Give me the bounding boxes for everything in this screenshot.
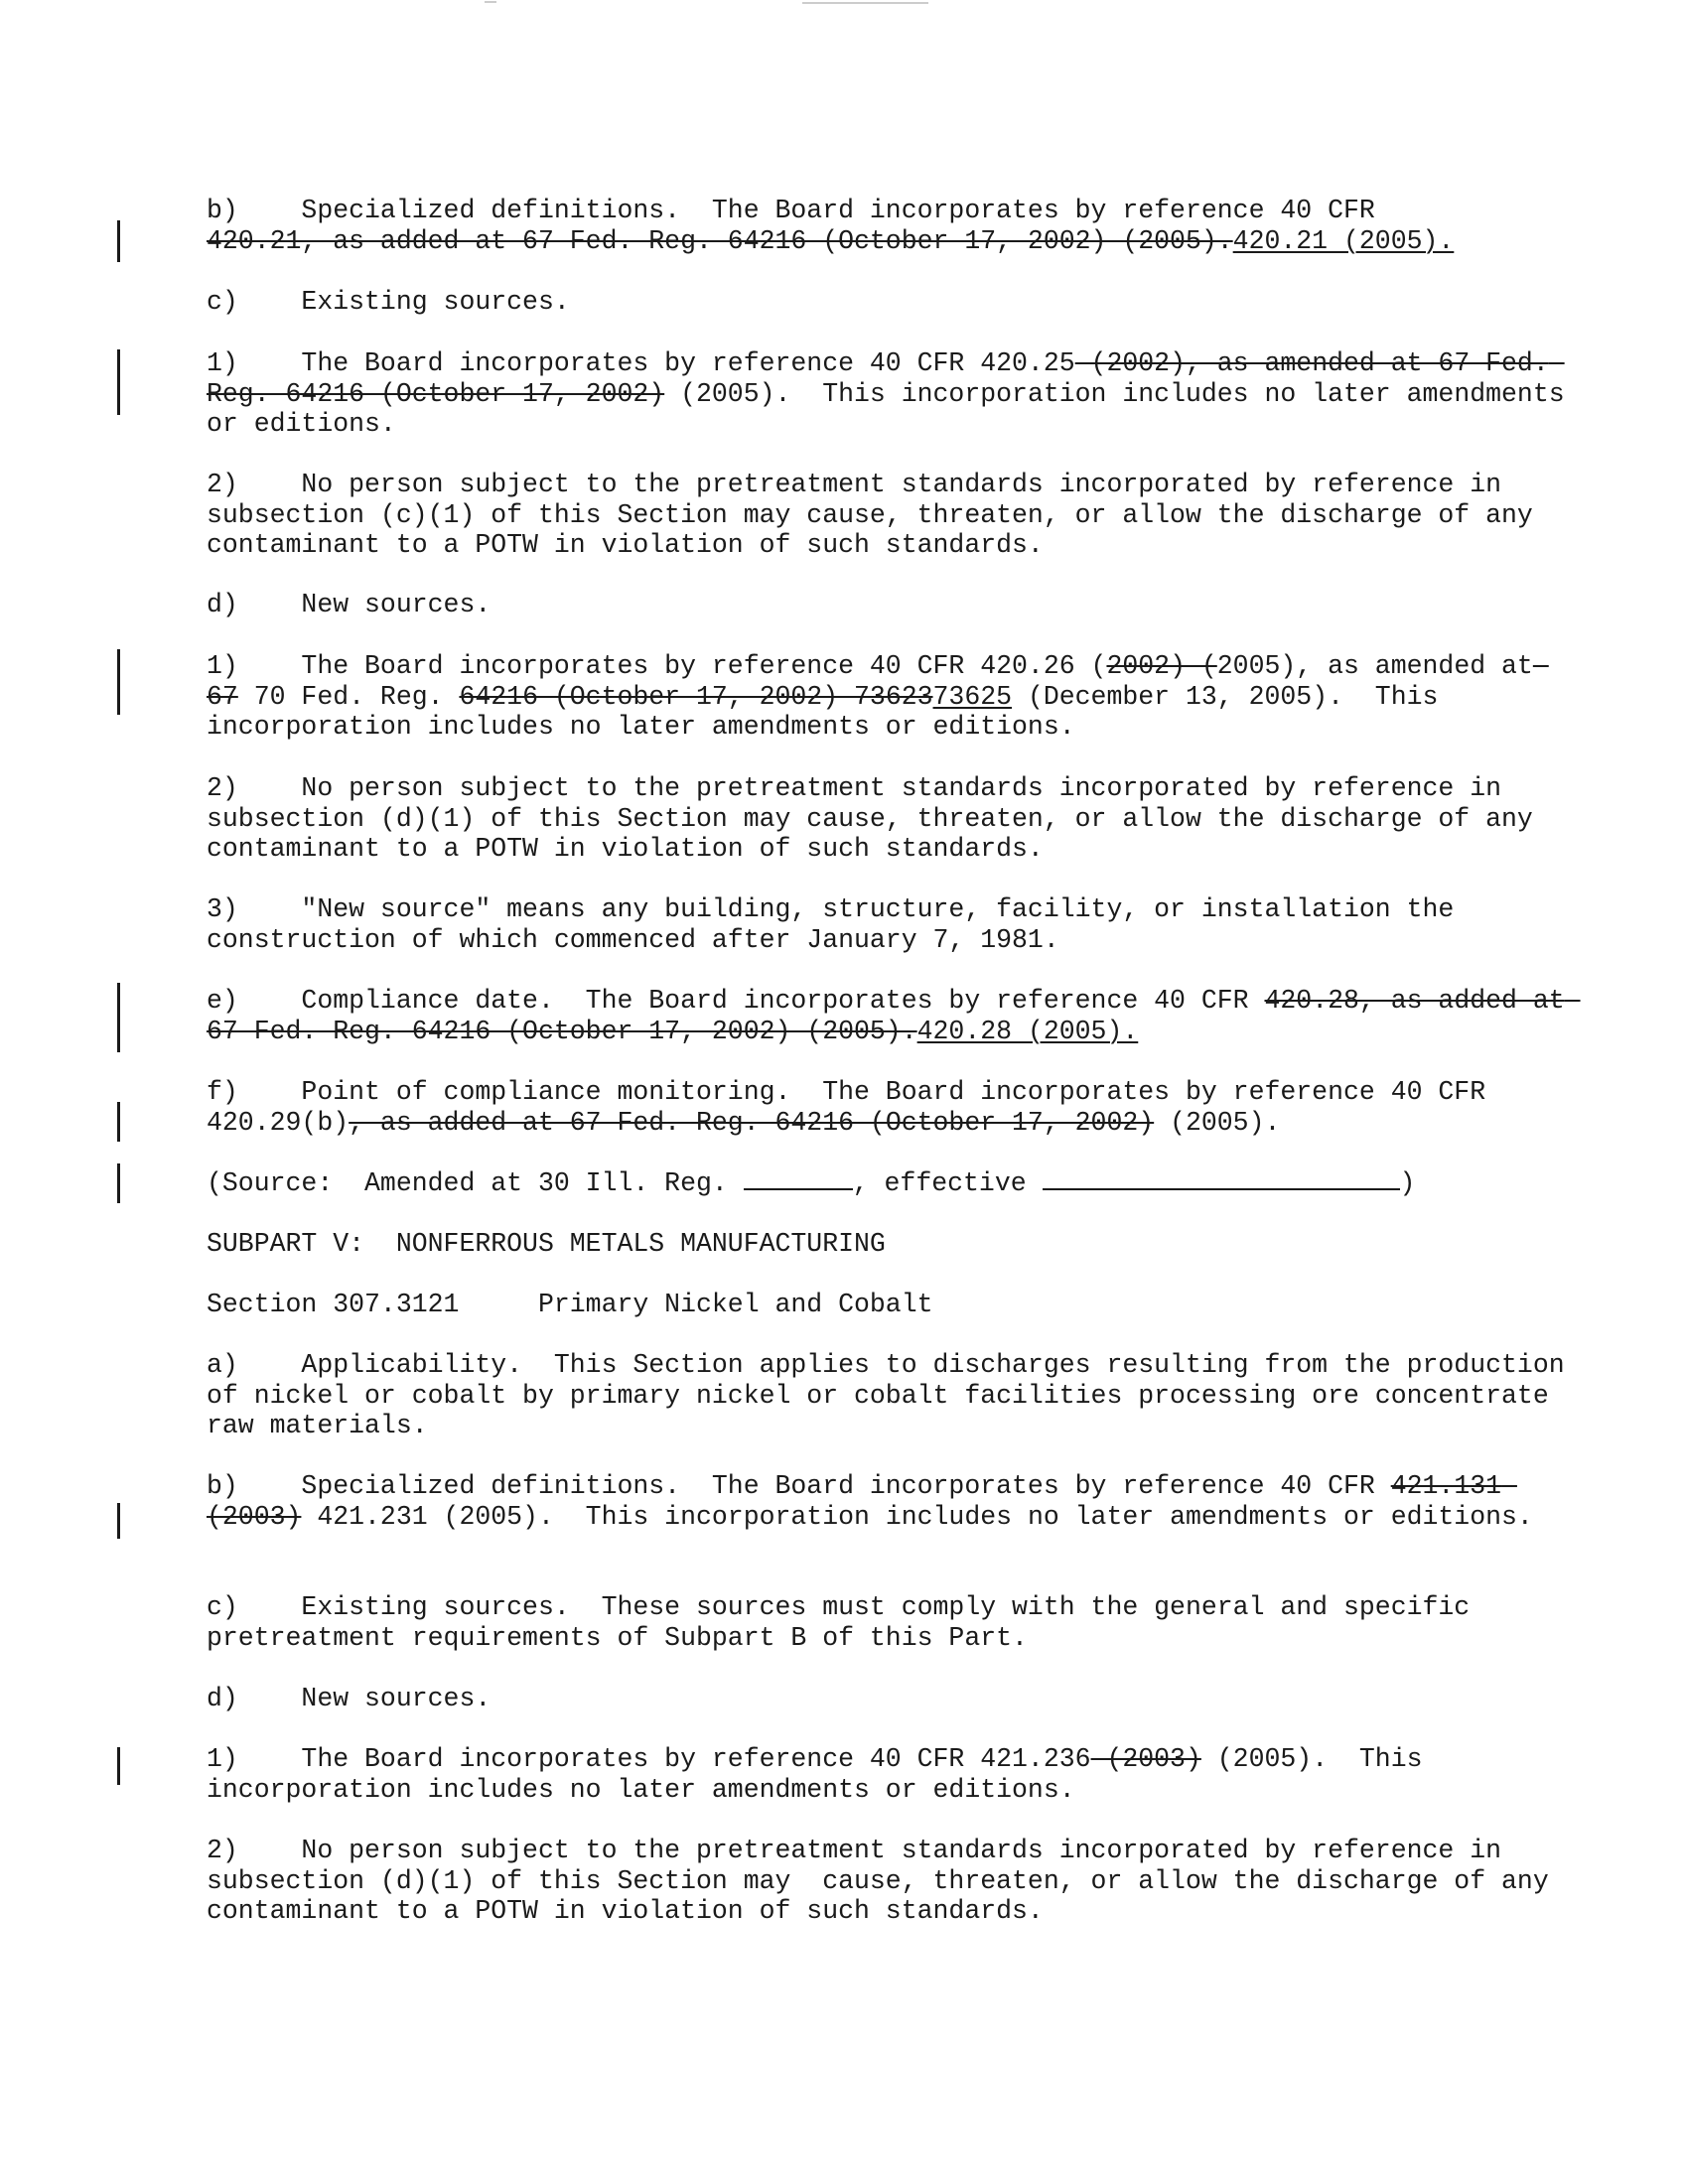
existing-sources-item-2 (207, 470, 1577, 561)
text: e) Compliance date. The Board incorporates by reference 40 CFR (207, 986, 1265, 1016)
source-note (207, 1168, 1577, 1199)
nickel-new-sources-item-2 (207, 1836, 1577, 1927)
text: Section 307.3121 Primary Nickel and Cobalt (207, 1290, 933, 1319)
change-bar (117, 983, 120, 1052)
text: b) Specialized definitions. The Board incorporates by reference 40 CFR (207, 1471, 1391, 1501)
text: 421.231 (2005). This incorporation includes no later amendments or editions. (301, 1501, 1533, 1532)
applicability-paragraph (207, 1350, 1581, 1441)
nickel-new-sources-heading (207, 1684, 1577, 1714)
text: ) (1399, 1168, 1416, 1198)
nickel-specialized-definitions (207, 1471, 1577, 1532)
change-bar (117, 649, 120, 715)
specialized-definitions-paragraph (207, 196, 1577, 256)
compliance-date-paragraph (207, 986, 1581, 1046)
subpart-heading (207, 1229, 1577, 1260)
text: f) Point of compliance monitoring. The Board incorporates by reference 40 CFR 420.29(b) (207, 1077, 1502, 1138)
text: 70 Fed. Reg. (237, 681, 460, 712)
new-sources-item-2 (207, 773, 1577, 865)
effective-date-blank (1043, 1168, 1400, 1190)
text: c) Existing sources. (207, 287, 570, 317)
new-sources-heading (207, 590, 1577, 620)
deleted-text: 420.28, as added at 67 Fed. Reg. 64216 (October 17, 2002) (2005). (207, 986, 1581, 1046)
text: d) New sources. (207, 590, 491, 619)
deleted-text: 2002) ( (1106, 651, 1217, 681)
register-page-blank (744, 1168, 853, 1190)
existing-sources-heading (207, 287, 1577, 318)
deleted-text: 420.21, as added at 67 Fed. Reg. 64216 (October 17, 2002) (2005). (207, 225, 1233, 256)
text: (2005). This incorporation includes no later amendments or editions. (207, 1744, 1439, 1805)
text: 1) The Board incorporates by reference 40 CFR 421.236 (207, 1744, 1091, 1774)
text: 1) The Board incorporates by reference 40 CFR 420.26 ( (207, 651, 1107, 681)
deleted-text: 64216 (October 17, 2002) 73623 (459, 681, 933, 712)
inserted-text: 420.21 (2005). (1232, 225, 1455, 256)
change-bar (117, 1503, 120, 1539)
nickel-new-sources-item-1 (207, 1744, 1577, 1805)
text: (2005). (1154, 1107, 1281, 1138)
change-bar (117, 220, 120, 262)
text: (Source: Amended at 30 Ill. Reg. (207, 1168, 744, 1198)
text: 2005), as amended at (1216, 651, 1533, 681)
change-bar (117, 1163, 120, 1203)
inserted-text: 420.28 (2005). (916, 1016, 1139, 1046)
text: b) Specialized definitions. The Board incorporates by reference 40 CFR (207, 196, 1375, 225)
deleted-text: 421.131 (2003) (207, 1471, 1517, 1532)
text: (2005). This incorporation includes no later amendments or editions. (207, 378, 1581, 439)
text: d) New sources. (207, 1684, 491, 1713)
change-bar (117, 1747, 120, 1785)
text: , effective (852, 1168, 1043, 1198)
deleted-text: , as added at 67 Fed. Reg. 64216 (October 17, 2002) (349, 1107, 1155, 1138)
text: 2) No person subject to the pretreatment standards incorporated by reference in subsection (d)(1) of this Section may cause, threaten, or allow the discharge of any contaminant to a POTW in violation of such standards. (207, 1836, 1565, 1926)
new-sources-item-1 (207, 651, 1577, 743)
text: c) Existing sources. These sources must comply with the general and specific pretreatment requirements of Subpart B of this Part. (207, 1592, 1486, 1653)
inserted-text: 73625 (932, 681, 1013, 712)
change-bar (117, 349, 120, 415)
text: 1) The Board incorporates by reference 40 CFR 420.25 (207, 348, 1075, 378)
deleted-text: (2003) (1090, 1744, 1201, 1774)
text: 2) No person subject to the pretreatment standards incorporated by reference in subsection (d)(1) of this Section may cause, threaten, or allow the discharge of any contaminant to a POTW in violation of such standards. (207, 773, 1549, 864)
deleted-text: 67 (207, 651, 1549, 712)
deleted-text: (2002), as amended at 67 Fed. Reg. 64216 (October 17, 2002) (207, 348, 1565, 409)
existing-sources-item-1 (207, 348, 1581, 440)
nickel-existing-sources (207, 1592, 1577, 1653)
change-bar (117, 1102, 120, 1142)
text: (December 13, 2005). This incorporation includes no later amendments or editions. (207, 681, 1455, 742)
new-sources-item-3 (207, 894, 1577, 955)
text: a) Applicability. This Section applies to discharges resulting from the production of nickel or cobalt by primary nickel or cobalt facilities processing ore concentrate raw materials. (207, 1350, 1581, 1440)
text: 2) No person subject to the pretreatment standards incorporated by reference in subsection (c)(1) of this Section may cause, threaten, or allow the discharge of any contaminant to a POTW in violation of such standards. (207, 470, 1549, 560)
section-heading (207, 1290, 1577, 1320)
text: 3) "New source" means any building, structure, facility, or installation the construction of which commenced after January 7, 1981. (207, 894, 1471, 955)
compliance-monitoring-paragraph (207, 1077, 1577, 1138)
text: SUBPART V: NONFERROUS METALS MANUFACTURING (207, 1229, 886, 1259)
